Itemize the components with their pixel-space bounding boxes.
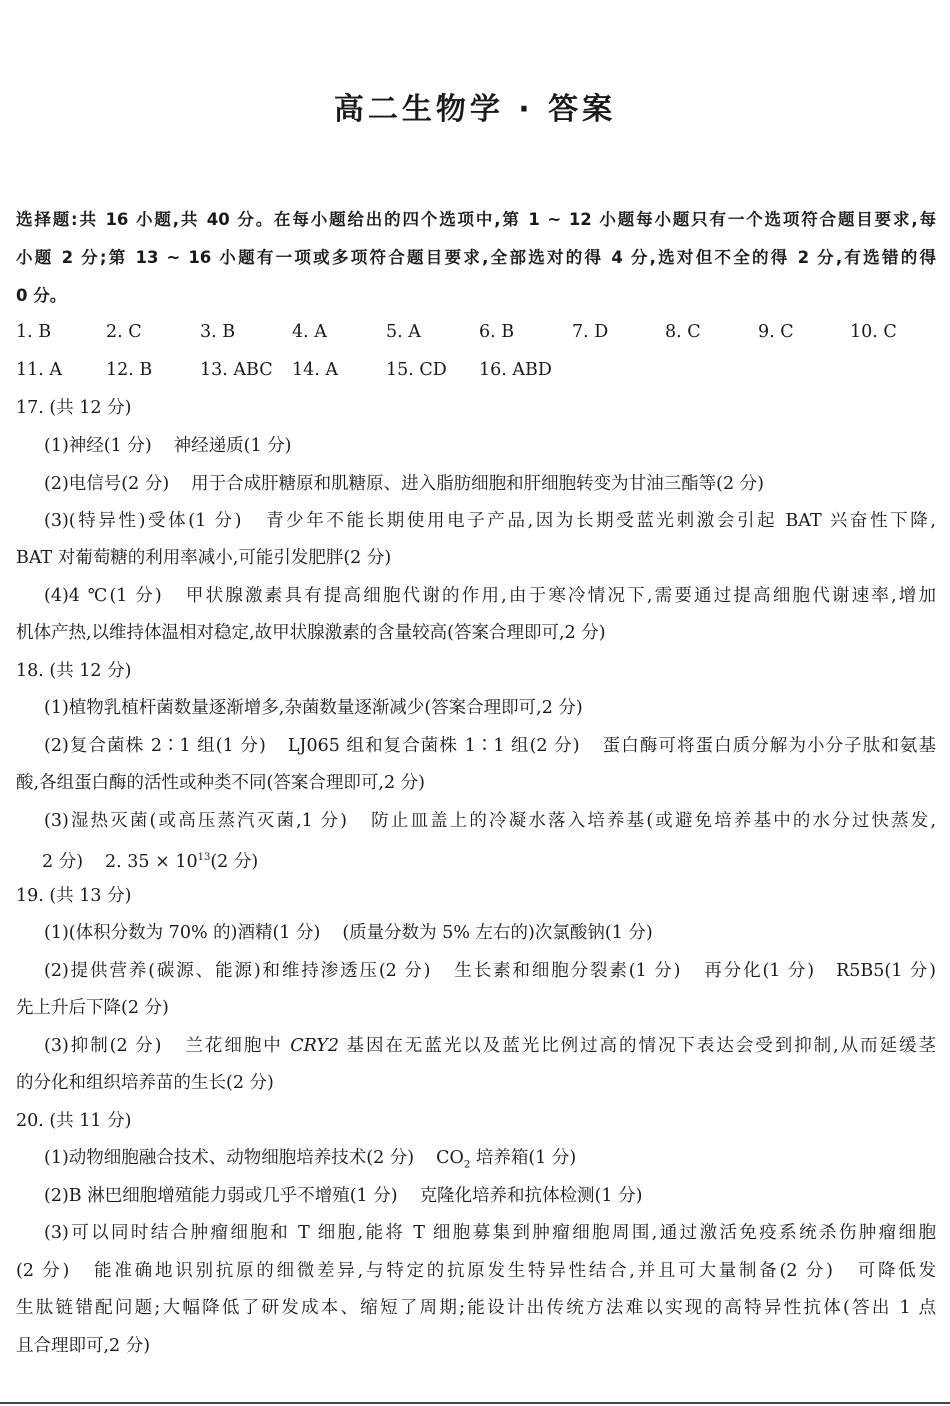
answer-text: (2)提供营养(碳源、能源)和维持渗透压(2 分) [44, 961, 431, 981]
choice-answer: 6. B [479, 322, 515, 342]
choice-answer: 10. C [850, 322, 897, 342]
answer-text: R5B5(1 分) [836, 961, 937, 981]
q18-part-3 [44, 809, 936, 833]
intro-line-1: 选择题:共 16 小题,共 40 分。在每小题给出的四个选项中,第 1 ~ 12 小题每小题只有一个选项符合题目要求,每 [16, 210, 936, 229]
q20-part-3: (3)可以同时结合肿瘤细胞和 T 细胞,能将 T 细胞募集到肿瘤细胞周围,通过激活免疫系统杀伤肿瘤细胞 [44, 1223, 936, 1243]
q19-heading: 19. (共 13 分) [16, 886, 132, 906]
choice-answers-row-2 [16, 358, 936, 382]
answer-text: (1)神经(1 分) [44, 436, 152, 456]
answer-text: LJ065 组和复合菌株 1∶1 组(2 分) [287, 736, 580, 756]
q20-part-3-cont-1 [16, 1259, 936, 1283]
choice-answer: 5. A [386, 322, 421, 342]
answer-text: $CO_2$ 培养箱(1 分) [436, 1148, 577, 1171]
q17-heading: 17. (共 12 分) [16, 398, 132, 418]
choice-answer: 16. ABD [479, 360, 552, 380]
intro-line-3: 0 分。 [16, 286, 67, 305]
choice-answer: 13. ABC [200, 360, 273, 380]
answer-text: (1)(体积分数为 70% 的)酒精(1 分) [44, 923, 321, 943]
choice-answer: 14. A [292, 360, 339, 380]
q17-part-4-cont: 机体产热,以维持体温相对稳定,故甲状腺激素的含量较高(答案合理即可,2 分) [16, 623, 606, 643]
answer-text: (2)电信号(2 分) [44, 474, 170, 494]
q18-heading: 18. (共 12 分) [16, 661, 132, 681]
answer-text: (4)4 ℃(1 分) [44, 586, 162, 606]
answer-text: 兰花细胞中 CRY2 基因在无蓝光以及蓝光比例过高的情况下表达会受到抑制,从而延缓茎 [183, 1036, 937, 1056]
q18-part-2 [44, 734, 936, 758]
answer-text: (3)(特异性)受体(1 分) [44, 511, 242, 531]
answer-text: (3)湿热灭菌(或高压蒸汽灭菌,1 分) [44, 811, 348, 831]
q17-part-3 [44, 509, 936, 533]
answer-text: 神经递质(1 分) [173, 436, 292, 456]
answer-text: (1)动物细胞融合技术、动物细胞培养技术(2 分) [44, 1148, 415, 1168]
q19-part-1 [44, 921, 936, 945]
answer-text: (2)B 淋巴细胞增殖能力弱或几乎不增殖(1 分) [44, 1186, 398, 1206]
choice-answer: 7. D [572, 322, 609, 342]
answer-text: (2)复合菌株 2∶1 组(1 分) [44, 736, 266, 756]
answer-text: (2 分) [16, 1261, 70, 1281]
choice-answer: 15. CD [386, 360, 447, 380]
answer-text: 甲状腺激素具有提高细胞代谢的作用,由于寒冷情况下,需要通过提高细胞代谢速率,增加 [183, 586, 937, 606]
choice-answer: 12. B [106, 360, 153, 380]
choice-answer: 3. B [200, 322, 236, 342]
q17-part-2 [44, 472, 936, 496]
choice-answer: 8. C [665, 322, 701, 342]
q19-part-3 [44, 1034, 936, 1058]
answer-text: 可降低发 [854, 1261, 936, 1281]
q19-part-3-cont: 的分化和组织培养苗的生长(2 分) [16, 1073, 274, 1093]
answer-text: 再分化(1 分) [702, 961, 815, 981]
answer-text: 2. $35 \times 10^{13}(2$ 分) [105, 851, 259, 872]
q20-part-3-cont-3: 且合理即可,2 分) [16, 1336, 151, 1356]
answer-text: 生长素和细胞分裂素(1 分) [452, 961, 681, 981]
choice-answer: 9. C [758, 322, 794, 342]
intro-line-2: 小题 2 分;第 13 ~ 16 小题有一项或多项符合题目要求,全部选对的得 4 分,选对但不全的得 2 分,有选错的得 [16, 248, 936, 267]
page-title: 高二生物学 · 答案 [333, 92, 617, 127]
q17-part-1 [44, 434, 936, 458]
choice-answers-row-1 [16, 320, 936, 344]
answer-text: 青少年不能长期使用电子产品,因为长期受蓝光刺激会引起 BAT 兴奋性下降, [263, 511, 936, 531]
choice-answer: 1. B [16, 322, 52, 342]
answer-text: (质量分数为 5% 左右的)次氯酸钠(1 分) [342, 923, 653, 943]
answer-text: (3)抑制(2 分) [44, 1036, 162, 1056]
q19-part-2 [44, 959, 936, 983]
answer-text: 用于合成肝糖原和肌糖原、进入脂肪细胞和肝细胞转变为甘油三酯等(2 分) [191, 474, 764, 494]
choice-answer: 2. C [106, 322, 142, 342]
answer-text: 能准确地识别抗原的细微差异,与特定的抗原发生特异性结合,并且可大量制备(2 分) [91, 1261, 833, 1281]
bottom-rule [0, 1402, 950, 1404]
q19-part-2-cont: 先上升后下降(2 分) [16, 998, 169, 1018]
choice-answer: 4. A [292, 322, 327, 342]
q18-part-1: (1)植物乳植杆菌数量逐渐增多,杂菌数量逐渐减少(答案合理即可,2 分) [44, 698, 583, 718]
q17-part-3-cont: BAT 对葡萄糖的利用率减小,可能引发肥胖(2 分) [16, 548, 392, 568]
answer-text: 克隆化培养和抗体检测(1 分) [419, 1186, 643, 1206]
q20-part-3-cont-2: 生肽链错配问题;大幅降低了研发成本、缩短了周期;能设计出传统方法难以实现的高特异性抗体(答出 1 点 [16, 1298, 936, 1318]
answer-text: 2 分) [42, 851, 84, 872]
answer-text: 蛋白酶可将蛋白质分解为小分子肽和氨基 [601, 736, 936, 756]
choice-answer: 11. A [16, 360, 63, 380]
answer-text: 防止皿盖上的冷凝水落入培养基(或避免培养基中的水分过快蒸发, [369, 811, 937, 831]
q20-part-2 [44, 1184, 936, 1208]
q17-part-4 [44, 584, 936, 608]
q20-part-1 [44, 1146, 936, 1178]
q18-part-3-cont [42, 846, 950, 874]
q20-heading: 20. (共 11 分) [16, 1111, 132, 1131]
q18-part-2-cont: 酸,各组蛋白酶的活性或种类不同(答案合理即可,2 分) [16, 773, 425, 793]
